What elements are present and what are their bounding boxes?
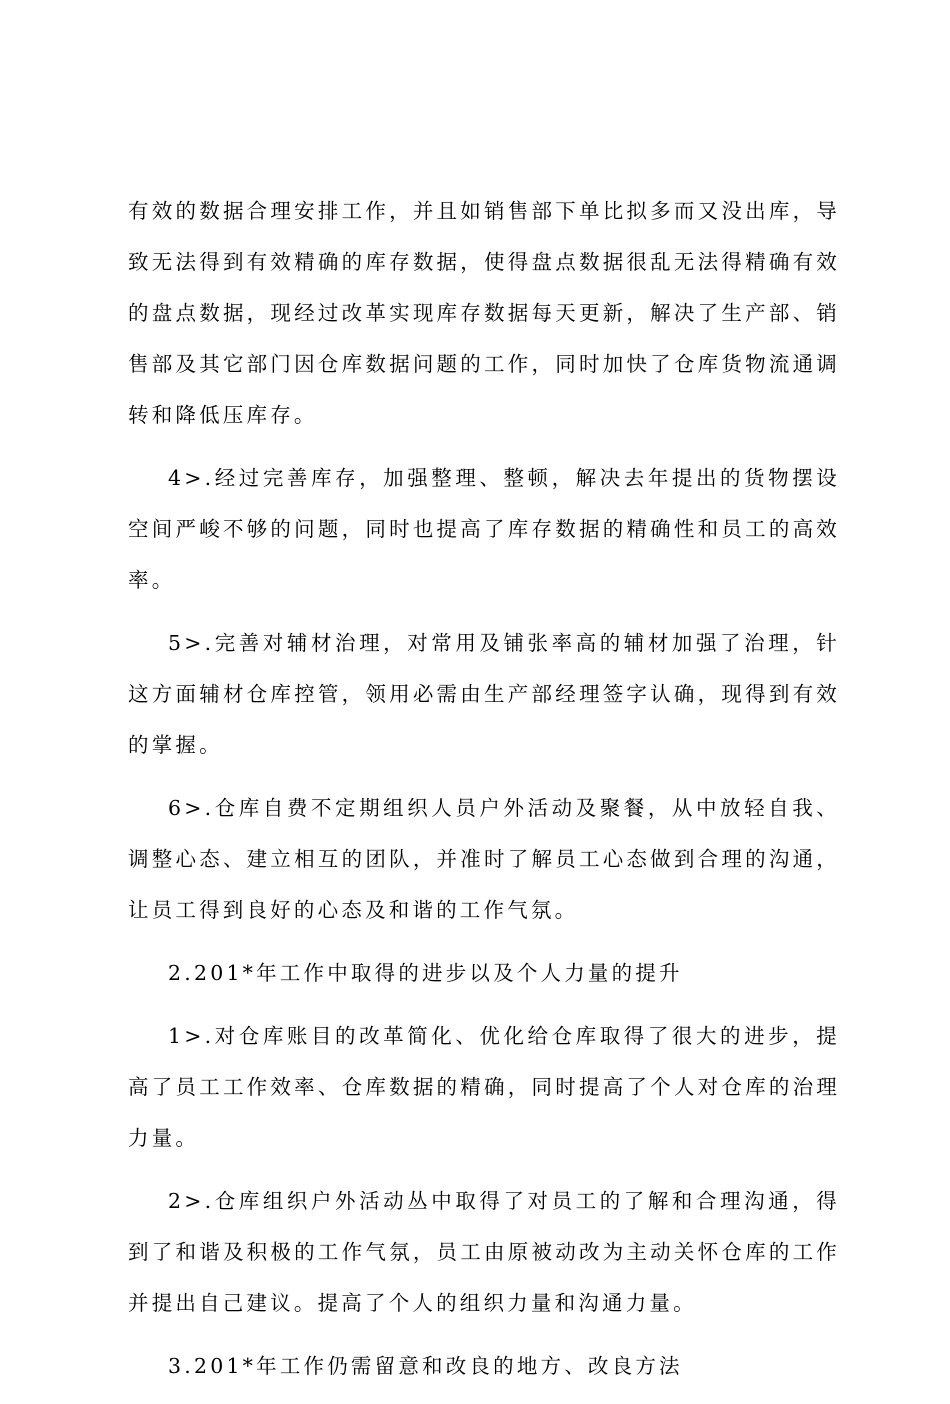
document-body <box>128 186 840 1404</box>
section-heading-2: 2.201*年工作中取得的进步以及个人力量的提升 <box>168 961 683 985</box>
paragraph-continuation: 有效的数据合理安排工作，并且如销售部下单比拟多而又没出库，导致无法得到有效精确的库存数据，使得盘点数据很乱无法得精确有效的盘点数据，现经过改革实现库存数据每天更新，解决了生产部、销售部及其它部门因仓库数据问题的工作，同时加快了仓库货物流通调转和降低压库存。 <box>128 199 840 427</box>
section-heading-3: 3.201*年工作仍需留意和改良的地方、改良方法 <box>168 1354 683 1378</box>
paragraph-item-6: 6>.仓库自费不定期组织人员户外活动及聚餐，从中放轻自我、调整心态、建立相互的团队，并准时了解员工心态做到合理的沟通，让员工得到良好的心态及和谐的工作气氛。 <box>128 796 840 922</box>
paragraph-progress-1: 1>.对仓库账目的改革简化、优化给仓库取得了很大的进步，提高了员工工作效率、仓库数据的精确，同时提高了个人对仓库的治理力量。 <box>128 1024 840 1150</box>
paragraph-item-4: 4>.经过完善库存，加强整理、整顿，解决去年提出的货物摆设空间严峻不够的问题，同时也提高了库存数据的精确性和员工的高效率。 <box>128 466 840 592</box>
paragraph-item-5: 5>.完善对辅材治理，对常用及铺张率高的辅材加强了治理，针这方面辅材仓库控管，领用必需由生产部经理签字认确，现得到有效的掌握。 <box>128 631 840 757</box>
paragraph-progress-2: 2>.仓库组织户外活动丛中取得了对员工的了解和合理沟通，得到了和谐及积极的工作气氛，员工由原被动改为主动关怀仓库的工作并提出自己建议。提高了个人的组织力量和沟通力量。 <box>128 1189 840 1315</box>
